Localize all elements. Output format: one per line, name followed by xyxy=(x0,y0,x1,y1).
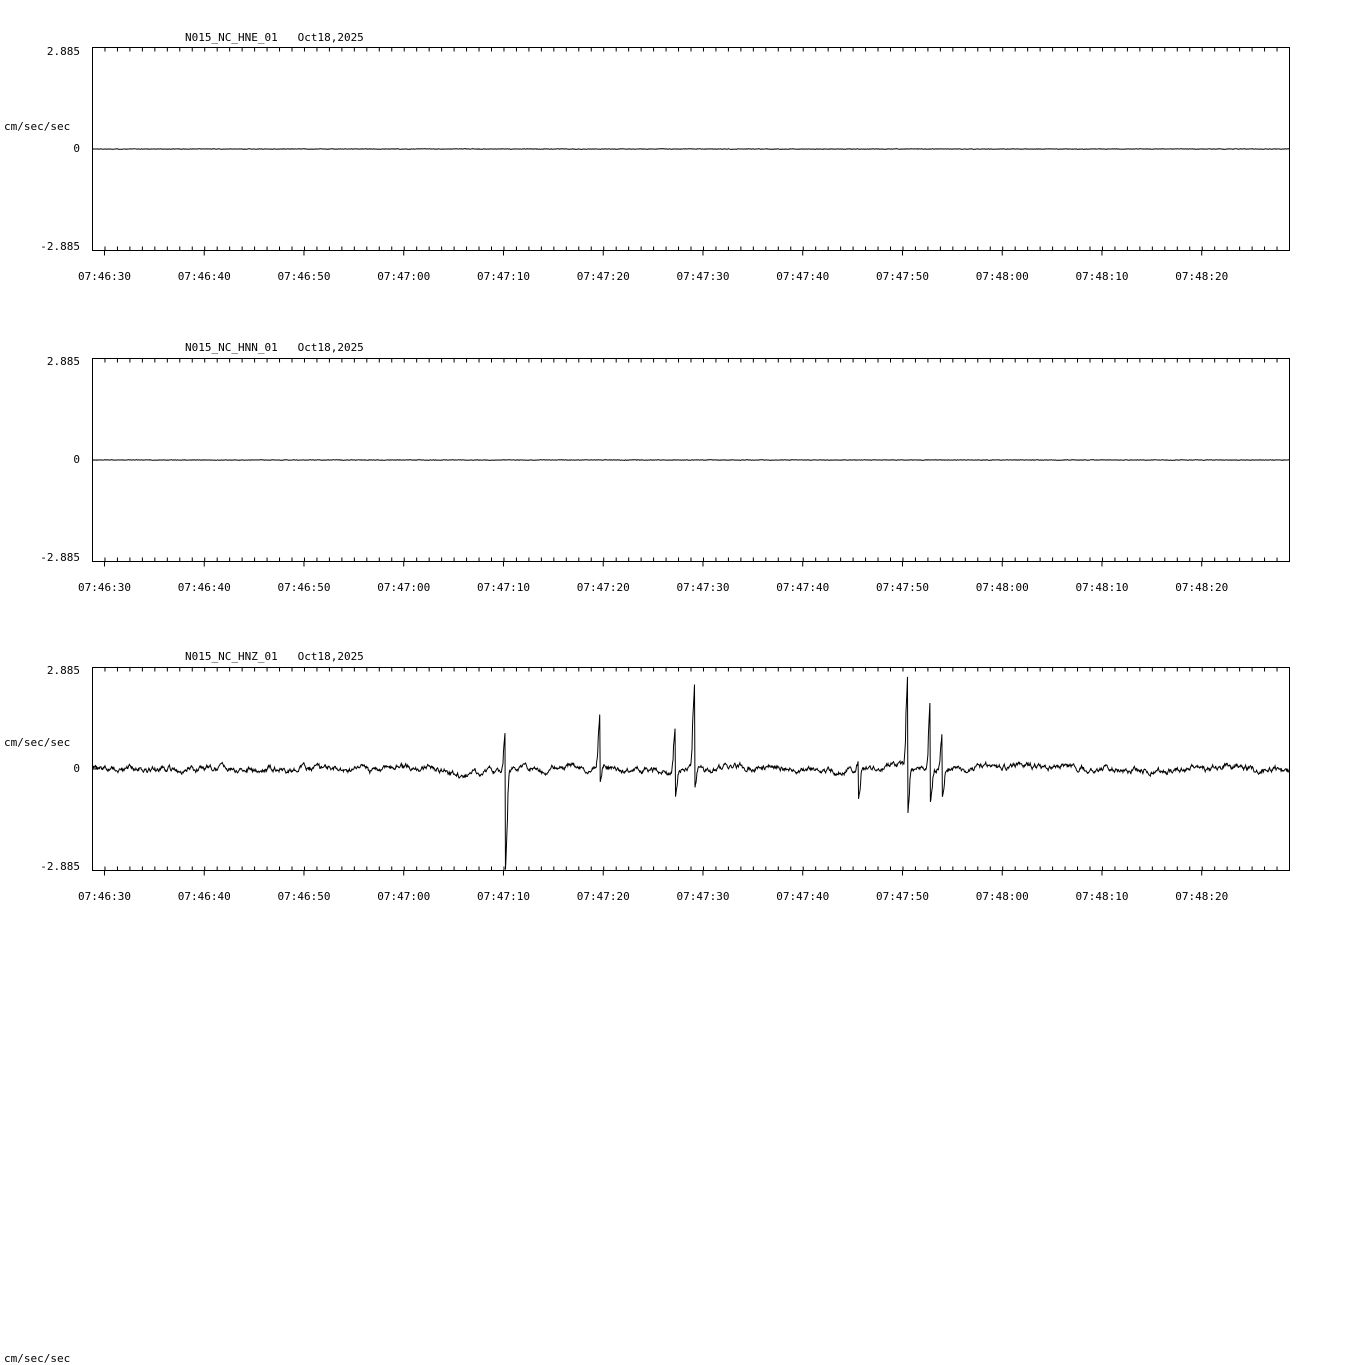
y-tick-max: 2.885 xyxy=(46,45,80,58)
plot-title: N015_NC_HNZ_01 Oct18,2025 xyxy=(185,650,364,663)
x-tick-label: 07:47:30 xyxy=(676,270,730,283)
y-tick-min: -2.885 xyxy=(40,240,80,253)
x-tick-label: 07:48:10 xyxy=(1075,270,1129,283)
x-tick-label: 07:48:00 xyxy=(975,270,1029,283)
x-tick-label: 07:47:30 xyxy=(676,890,730,903)
y-tick-max: 2.885 xyxy=(46,355,80,368)
x-tick-label: 07:47:10 xyxy=(476,581,530,594)
seismogram-panel-hnz xyxy=(0,616,1358,1365)
x-tick-label: 07:47:20 xyxy=(576,270,630,283)
y-tick-zero: 0 xyxy=(73,142,80,155)
x-tick-label: 07:46:30 xyxy=(77,270,131,283)
x-tick-label: 07:47:00 xyxy=(377,890,431,903)
x-tick-label: 07:46:40 xyxy=(177,581,231,594)
y-axis-label: cm/sec/sec xyxy=(4,120,71,133)
x-tick-label: 07:47:30 xyxy=(676,581,730,594)
x-tick-label: 07:46:30 xyxy=(77,581,131,594)
x-tick-label: 07:48:20 xyxy=(1175,270,1229,283)
x-tick-label: 07:46:40 xyxy=(177,270,231,283)
y-tick-zero: 0 xyxy=(73,453,80,466)
x-tick-label: 07:48:20 xyxy=(1175,890,1229,903)
y-axis-label: cm/sec/sec xyxy=(4,1352,71,1365)
x-tick-label: 07:47:20 xyxy=(576,581,630,594)
x-tick-label: 07:47:50 xyxy=(875,581,929,594)
x-tick-label: 07:48:10 xyxy=(1075,581,1129,594)
x-tick-label: 07:48:00 xyxy=(975,581,1029,594)
x-tick-label: 07:47:40 xyxy=(776,270,830,283)
x-tick-label: 07:46:30 xyxy=(77,890,131,903)
x-tick-label: 07:48:00 xyxy=(975,890,1029,903)
seismogram-plot-hnz xyxy=(0,616,1358,924)
seismogram-plot-hne xyxy=(0,0,1358,300)
x-tick-label: 07:48:20 xyxy=(1175,581,1229,594)
seismogram-plot-hnn xyxy=(0,308,1358,608)
seismogram-panel-hne xyxy=(0,0,1358,300)
y-tick-max: 2.885 xyxy=(46,664,80,677)
x-tick-label: 07:47:40 xyxy=(776,581,830,594)
y-tick-min: -2.885 xyxy=(40,551,80,564)
x-tick-label: 07:47:40 xyxy=(776,890,830,903)
x-tick-label: 07:47:00 xyxy=(377,581,431,594)
y-tick-zero: 0 xyxy=(73,762,80,775)
x-tick-label: 07:47:10 xyxy=(476,890,530,903)
x-tick-label: 07:46:50 xyxy=(277,270,331,283)
plot-title: N015_NC_HNN_01 Oct18,2025 xyxy=(185,341,364,354)
y-axis-label: cm/sec/sec xyxy=(4,736,71,749)
plot-title: N015_NC_HNE_01 Oct18,2025 xyxy=(185,31,364,44)
x-tick-label: 07:48:10 xyxy=(1075,890,1129,903)
y-tick-min: -2.885 xyxy=(40,860,80,873)
x-tick-label: 07:46:40 xyxy=(177,890,231,903)
x-tick-label: 07:47:50 xyxy=(875,890,929,903)
x-tick-label: 07:47:00 xyxy=(377,270,431,283)
x-tick-label: 07:47:50 xyxy=(875,270,929,283)
x-tick-label: 07:46:50 xyxy=(277,890,331,903)
x-tick-label: 07:47:20 xyxy=(576,890,630,903)
x-tick-label: 07:46:50 xyxy=(277,581,331,594)
x-tick-label: 07:47:10 xyxy=(476,270,530,283)
